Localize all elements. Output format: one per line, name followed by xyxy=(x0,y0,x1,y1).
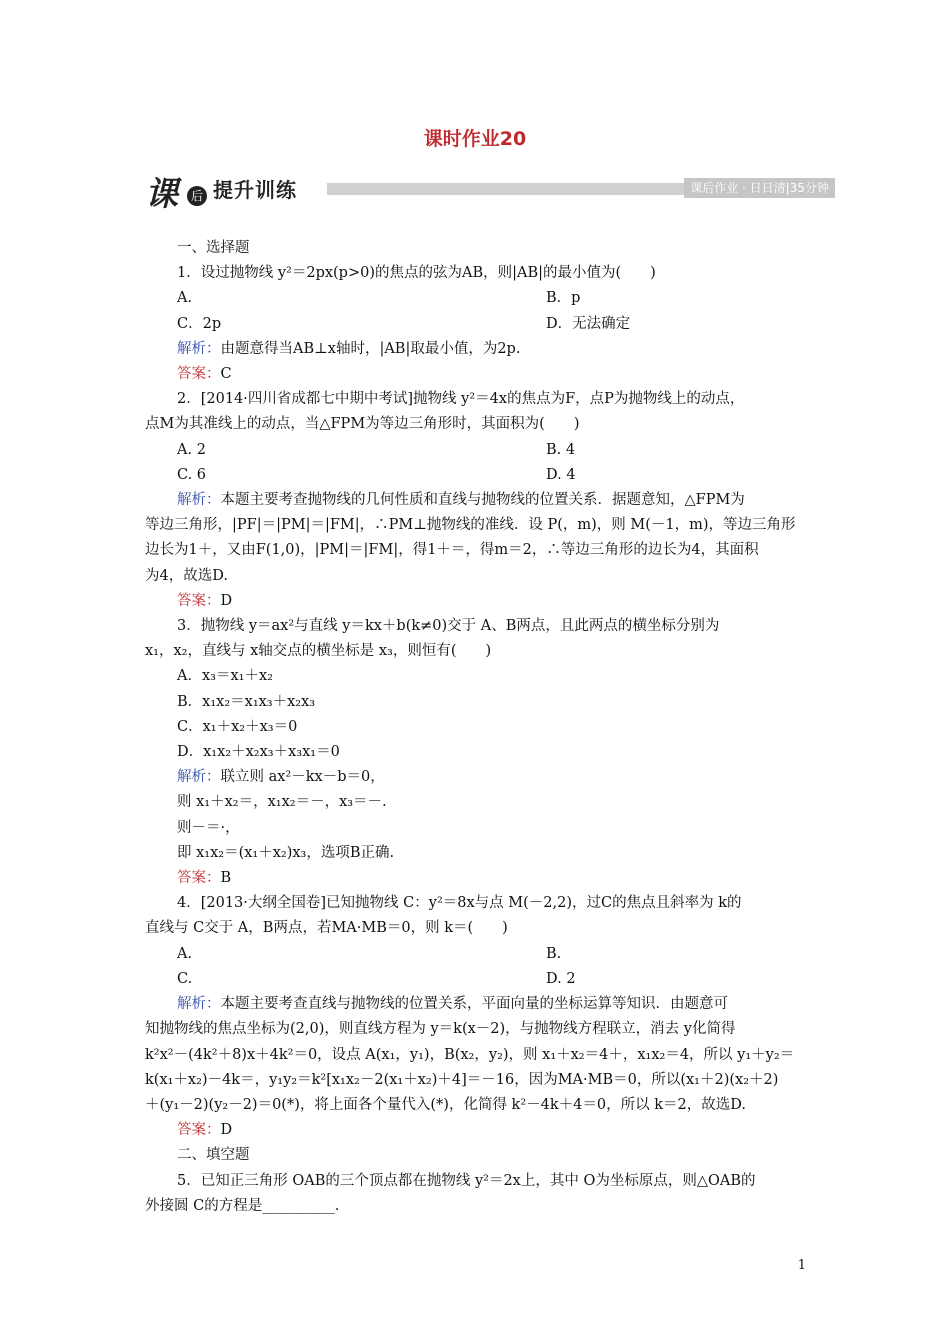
answer-text: D xyxy=(220,592,233,609)
analysis-label: 解析： xyxy=(177,996,221,1013)
q3-analysis-line3: 则－＝·， xyxy=(177,819,240,836)
q2-answer xyxy=(145,589,815,614)
analysis-text: 本题主要考查直线与抛物线的位置关系，平面向量的坐标运算等知识．由题意可 xyxy=(220,996,728,1013)
q2-analysis-line3: 边长为1＋，又由F(1,0)，|PM|＝|FM|，得1＋＝，得m＝2，∴等边三角形的边长为4，其面积 xyxy=(145,542,759,559)
q1-option-b: B．p xyxy=(546,290,581,307)
q2-options-row2 xyxy=(145,463,815,488)
q2-options-row1 xyxy=(145,438,815,463)
q3-option-d: D．x₁x₂＋x₂x₃＋x₃x₁＝0 xyxy=(177,744,340,761)
q5-stem-line2: 外接圆 C的方程是__________. xyxy=(145,1197,340,1214)
q3-stem-line1: 3．抛物线 y＝ax²与直线 y＝kx＋b(k≠0)交于 A、B两点，且此两点的横坐标分别为 xyxy=(177,618,720,635)
q4-stem-line1: 4．[2013·大纲全国卷]已知抛物线 C：y²＝8x与点 M(－2,2)，过C的焦点且斜率为 k的 xyxy=(177,895,742,912)
analysis-text: 本题主要考查抛物线的几何性质和直线与抛物线的位置关系．据题意知，△FPM为 xyxy=(220,492,745,509)
q5-stem-line1: 5．已知正三角形 OAB的三个顶点都在抛物线 y²＝2x上，其中 O为坐标原点，则△OAB的 xyxy=(177,1172,756,1189)
analysis-label: 解析： xyxy=(177,769,221,786)
q4-options-row2 xyxy=(145,967,815,992)
q4-option-a: A. xyxy=(177,945,193,962)
banner-tag: 课后作业 · 日日清|35分钟 xyxy=(684,178,835,198)
q3-option-c: C．x₁＋x₂＋x₃＝0 xyxy=(177,718,298,735)
answer-text: D xyxy=(220,1122,233,1139)
banner-badge: 后 xyxy=(187,186,207,206)
q1-option-d: D．无法确定 xyxy=(546,315,631,332)
q3-answer xyxy=(145,866,815,891)
q4-analysis-line3: k²x²－(4k²＋8)x＋4k²＝0，设点 A(x₁，y₁)，B(x₂，y₂)，则 x₁＋x₂＝4＋，x₁x₂＝4，所以 y₁＋y₂＝ xyxy=(145,1046,795,1063)
content xyxy=(145,236,815,1219)
q2-stem-line1: 2．[2014·四川省成都七中期中考试]抛物线 y²＝4x的焦点为F，点P为抛物线上的动点， xyxy=(177,391,745,408)
q4-stem-line2: 直线与 C交于 A，B两点，若MA·MB＝0，则 k＝( ) xyxy=(145,920,508,937)
page-number: 1 xyxy=(797,1258,806,1273)
q1-option-a: A. xyxy=(177,290,193,307)
q3-analysis-line4: 即 x₁x₂＝(x₁＋x₂)x₃，选项B正确. xyxy=(177,844,395,861)
section-heading: 二、填空题 xyxy=(177,1147,250,1164)
q4-option-c: C. xyxy=(177,970,193,987)
q4-option-b: B. xyxy=(546,945,562,962)
answer-label: 答案： xyxy=(177,366,221,383)
q1-stem: 1．设过抛物线 y²＝2px(p>0)的焦点的弦为AB，则|AB|的最小值为( ) xyxy=(177,265,656,282)
q4-answer xyxy=(145,1118,815,1143)
answer-label: 答案： xyxy=(177,592,221,609)
answer-text: C xyxy=(220,366,232,383)
analysis-label: 解析： xyxy=(177,492,221,509)
q2-option-b: B. 4 xyxy=(546,441,576,458)
q3-analysis-line2: 则 x₁＋x₂＝，x₁x₂＝－，x₃＝－. xyxy=(177,794,387,811)
q3-option-b: B．x₁x₂＝x₁x₃＋x₂x₃ xyxy=(177,693,316,710)
banner-mark: 课 xyxy=(145,174,178,213)
q2-analysis-line4: 为4，故选D. xyxy=(145,567,228,584)
q1-options-row2 xyxy=(145,312,815,337)
q2-stem-line2: 点M为其准线上的动点，当△FPM为等边三角形时，其面积为( ) xyxy=(145,416,580,433)
q4-option-d: D. 2 xyxy=(546,970,576,987)
analysis-label: 解析： xyxy=(177,340,221,357)
q1-answer xyxy=(145,362,815,387)
q2-option-a: A. 2 xyxy=(177,441,206,458)
q1-options-row1 xyxy=(145,286,815,311)
q2-option-c: C. 6 xyxy=(177,466,207,483)
section-heading: 一、选择题 xyxy=(177,240,250,256)
q4-options-row1 xyxy=(145,942,815,967)
q3-stem-line2: x₁，x₂，直线与 x轴交点的横坐标是 x₃，则恒有( ) xyxy=(145,643,492,660)
q4-analysis-line4: k(x₁＋x₂)－4k＝，y₁y₂＝k²[x₁x₂－2(x₁＋x₂)＋4]＝－16，因为MA·MB＝0，所以(x₁＋2)(x₂＋2) xyxy=(145,1071,779,1088)
banner-label: 提升训练 xyxy=(213,178,297,202)
q1-analysis xyxy=(145,337,815,362)
q2-analysis-line2: 等边三角形，|PF|＝|PM|＝|FM|，∴PM⊥抛物线的准线．设 P(，m)，则 M(－1，m)，等边三角形 xyxy=(145,517,796,534)
q2-analysis-line1 xyxy=(145,488,815,513)
q3-analysis-line1 xyxy=(145,765,815,790)
q4-analysis-line5: ＋(y₁－2)(y₂－2)＝0(*)，将上面各个量代入(*)，化简得 k²－4k＋4＝0，所以 k＝2，故选D. xyxy=(145,1096,746,1113)
q4-analysis-line2: 知抛物线的焦点坐标为(2,0)，则直线方程为 y＝k(x－2)，与抛物线方程联立，消去 y化简得 xyxy=(145,1021,736,1038)
section-banner xyxy=(145,166,835,213)
q2-option-d: D. 4 xyxy=(546,466,576,483)
q3-option-a: A．x₃＝x₁＋x₂ xyxy=(177,668,273,685)
analysis-text: 由题意得当AB⊥x轴时，|AB|取最小值，为2p. xyxy=(220,340,521,357)
page-title: 课时作业20 xyxy=(423,128,527,150)
q4-analysis-line1 xyxy=(145,992,815,1017)
analysis-text: 联立则 ax²－kx－b＝0， xyxy=(220,769,385,786)
answer-label: 答案： xyxy=(177,870,221,887)
q1-option-c: C．2p xyxy=(177,315,222,332)
answer-text: B xyxy=(220,870,232,887)
answer-label: 答案： xyxy=(177,1122,221,1139)
